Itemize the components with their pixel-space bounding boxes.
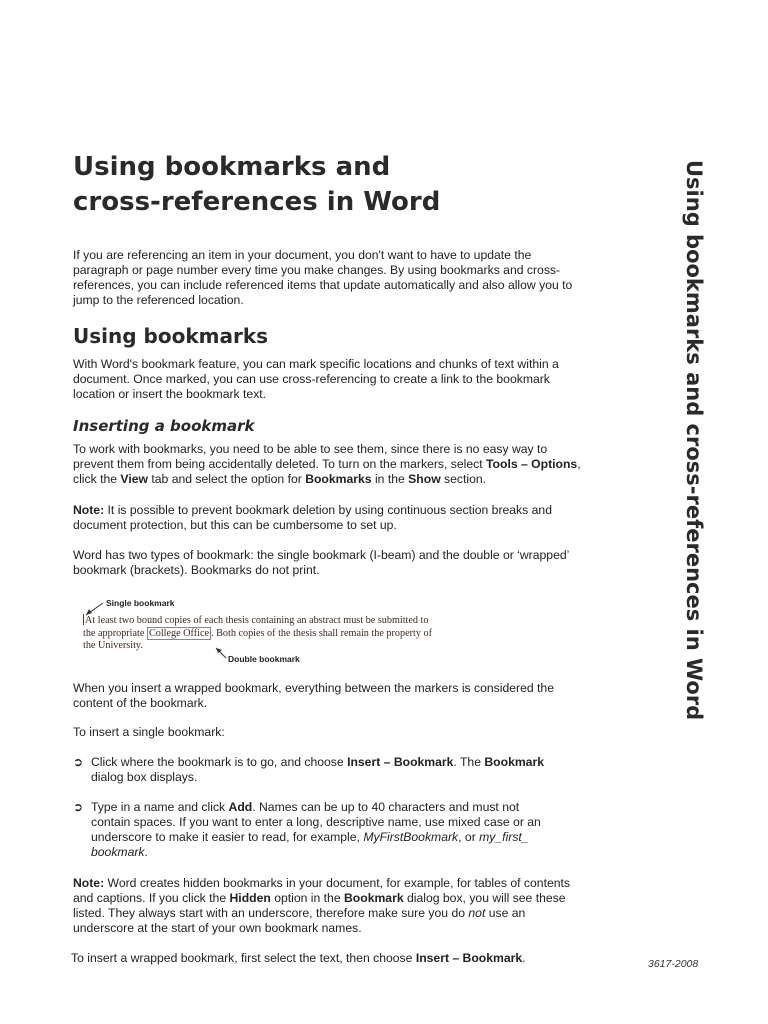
example-name-1: MyFirstBookmark (363, 830, 459, 844)
page-title: Using bookmarks and cross-references in Word (73, 152, 441, 217)
text: the appropriate (83, 627, 147, 639)
arrow-bullet-icon: ➲ (73, 800, 84, 814)
text: . The (453, 755, 485, 769)
tab-view: View (120, 472, 148, 486)
ibeam-icon (83, 614, 84, 625)
text: dialog box, you will see these listed. They always start with an underscore, therefore make sure you do (73, 891, 566, 920)
side-title: Using bookmarks and cross-references in Word (682, 160, 706, 721)
figure-line-1 (83, 614, 483, 628)
dialog-bookmark: Bookmark (484, 755, 544, 769)
step-1-text (91, 755, 583, 785)
section-show: Show (408, 472, 441, 486)
label-single-bookmark: Single bookmark (106, 598, 175, 608)
button-add: Add (228, 800, 253, 814)
step-2-continued (91, 815, 583, 860)
example-name-2: my_first_ bookmark (91, 830, 529, 859)
inserting-paragraph (73, 442, 583, 487)
intro-paragraph: If you are referencing an item in your document, you don't want to have to update the paragraph or page number every time you make changes. By using bookmarks and cross-references, you can include referenced items that update automatically and also allow you to jump to the referenced location. (73, 248, 573, 307)
text: . (522, 951, 526, 965)
text: To work with bookmarks, you need to be able to see them, since there is no easy way to prevent them from being accidentally deleted. To turn on the markers, select (73, 442, 548, 471)
note-label: Note: (73, 876, 105, 890)
text: in the (371, 472, 409, 486)
text: Type in a name and click (91, 800, 229, 814)
note-paragraph-1 (73, 503, 583, 533)
option-hidden: Hidden (229, 891, 271, 905)
text: , click the (73, 457, 581, 486)
menu-insert-bookmark: Insert – Bookmark (347, 755, 454, 769)
text: Word creates hidden bookmarks in your document, for example, for tables of contents and captions. If you click the (73, 876, 571, 905)
note-paragraph-2 (73, 876, 583, 936)
bookmark-types-paragraph: Word has two types of bookmark: the single bookmark (I-beam) and the double or ‘wrapped’ bookmark (brackets). Bookmarks do not print. (73, 548, 569, 577)
bookmark-figure (78, 596, 498, 668)
text: section. (440, 472, 487, 486)
step-1 (73, 755, 583, 785)
text: option in the (270, 891, 344, 905)
text: . Both copies of the thesis shall remain the property of (211, 627, 432, 639)
text: contain spaces. If you want to enter a long, descriptive name, use mixed case or an underscore to make it easier to read, for example, (91, 815, 541, 844)
wrapped-bookmark-instruction (71, 951, 581, 966)
wrapped-bookmark-text: College Office (148, 627, 210, 639)
text: Click where the bookmark is to go, and choose (91, 755, 348, 769)
heading-using-bookmarks: Using bookmarks (73, 324, 269, 348)
figure-line-3: the University. (83, 640, 143, 651)
figure-line-2 (83, 628, 483, 641)
note-label: Note: (73, 503, 105, 517)
document-number: 3617-2008 (648, 958, 699, 970)
step-2 (73, 800, 583, 860)
bookmarks-paragraph: With Word's bookmark feature, you can mark specific locations and chunks of text within a document. Once marked, you can use cross-referencing to create a link to the bookmark location or insert the bookmark text. (73, 357, 559, 401)
single-bookmark-intro: To insert a single bookmark: (73, 725, 225, 739)
note-text: It is possible to prevent bookmark deletion by using continuous section breaks and document protection, but this can be cumbersome to set up. (73, 503, 552, 532)
wrapped-bookmark-paragraph: When you insert a wrapped bookmark, everything between the markers is considered the content of the bookmark. (73, 681, 554, 710)
figure-sample-text (83, 614, 483, 653)
option-bookmarks: Bookmarks (305, 472, 372, 486)
emphasis-not: not (468, 906, 486, 920)
text: To insert a wrapped bookmark, first select the text, then choose (71, 951, 416, 965)
heading-inserting-bookmark: Inserting a bookmark (73, 417, 255, 435)
text: tab and select the option for (147, 472, 306, 486)
text: . Names can be up to 40 characters and must not (252, 800, 520, 814)
dialog-bookmark: Bookmark (344, 891, 404, 905)
text: . (144, 845, 148, 859)
arrow-bullet-icon: ➲ (73, 755, 84, 769)
menu-tools-options: Tools – Options (486, 457, 578, 471)
text: , or (458, 830, 480, 844)
text: use an underscore at the start of your own bookmark names. (73, 906, 526, 935)
label-double-bookmark: Double bookmark (228, 654, 300, 664)
step-2-text (91, 800, 583, 860)
menu-insert-bookmark: Insert – Bookmark (415, 951, 523, 965)
text: At least two bound copies of each thesis containing an abstract must be submitted to (85, 615, 429, 626)
text: dialog box displays. (91, 770, 198, 784)
